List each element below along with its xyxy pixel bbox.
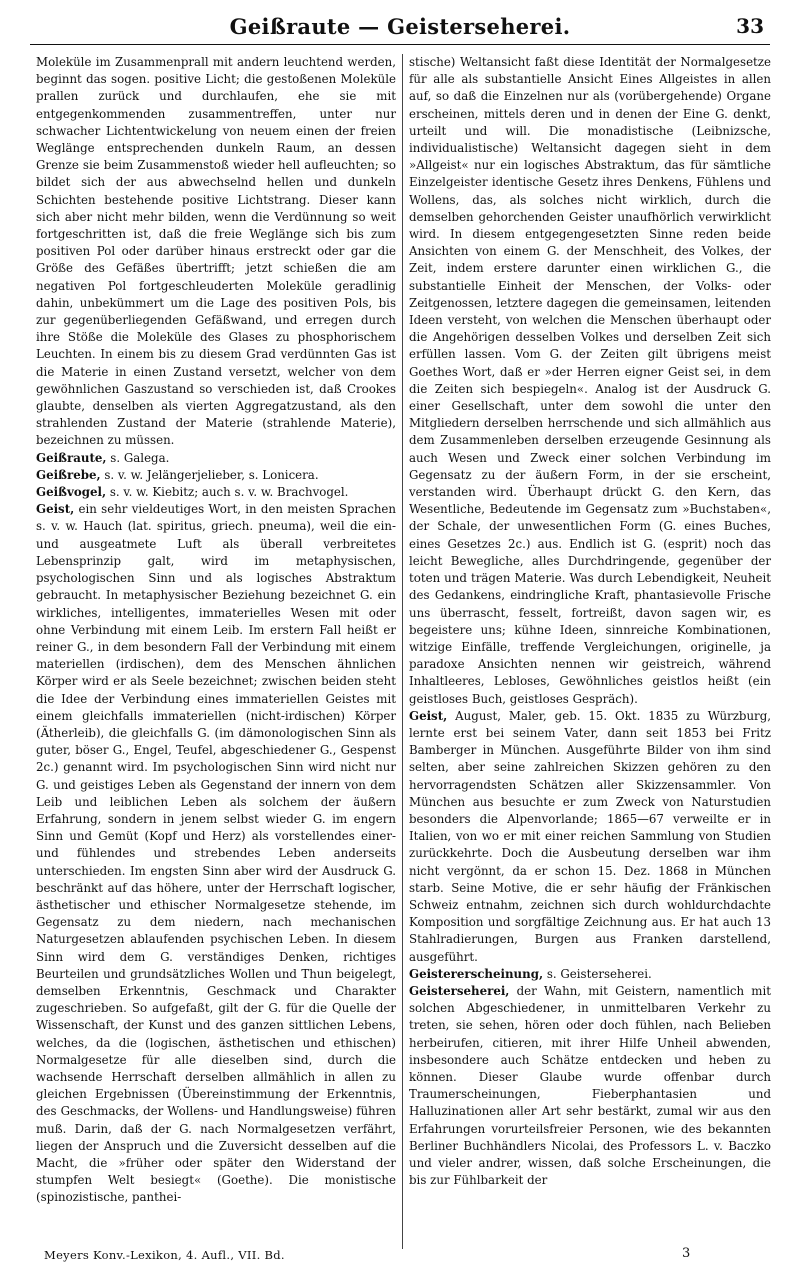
entry-geissrebe xyxy=(36,467,396,484)
right-column xyxy=(409,54,771,1189)
entry-headword: Geistererscheinung, xyxy=(409,966,544,981)
entry-headword: Geist, xyxy=(36,502,75,517)
left-column xyxy=(36,54,396,1207)
page-header xyxy=(30,6,770,44)
entry-geissraute xyxy=(36,450,396,467)
entry-text: s. Galega. xyxy=(106,450,170,465)
column-divider xyxy=(402,54,403,1249)
entry-headword: Geißrebe, xyxy=(36,467,101,482)
left-intro-paragraph: Moleküle im Zusammenprall mit andern leuchtend werden, beginnt das sogen. positive Licht; die gestoßenen Moleküle prallen zurück und durchlaufen, ehe sie mit entgegenkommenden zusammentreffen, unter nur schwacher Lichtentwickelung von neuem einen der freien Weglänge entsprechenden dunkeln Raum, an dessen Grenze sie beim Zusammenstoß wieder hell aufleuchten; so bildet sich der aus abwechselnd hellen und dunkeln Schichten bestehende positive Lichtstrang. Dieser kann sich aber nicht mehr bilden, wenn die Verdünnung so weit fortgeschritten ist, daß die freie Weglänge sich bis zum positiven Pol oder darüber hinaus erstreckt oder gar die Größe des Gefäßes übertrifft; jetzt schießen die am negativen Pol fortgeschleuderten Moleküle geradlinig dahin, unbekümmert um die Lage des positiven Pols, bis zur gegenüberliegenden Gefäßwand, und erregen durch ihre Stöße die Moleküle des Glases zu phosphorischem Leuchten. In einem bis zu diesem Grad verdünnten Gas ist die Materie in einen Zustand versetzt, welcher von dem gewöhnlichen Gaszustand so verschieden ist, daß Crookes glaubte, denselben als vierten Aggregatzustand, als den strahlenden Zustand der Materie (strahlende Materie), bezeichnen zu müssen. xyxy=(36,55,396,448)
entry-text: s. v. w. Kiebitz; auch s. v. w. Brachvogel. xyxy=(106,485,349,500)
entry-text: August, Maler, geb. 15. Okt. 1835 zu Würzburg, lernte erst bei seinem Vater, dann seit 1853 bei Fritz Bamberger in München. Ausgeführte Bilder von ihm sind selten, aber seine zahlreichen Skizzen gehören zu den hervorragendsten Schätzen aller Skizzensammler. Von München aus besuchte er zum Zweck von Naturstudien besonders die Alpenvorlande; 1865—67 verweilte er in Italien, von wo er mit einer reichen Sammlung von Studien zurückkehrte. Doch die Ausbeutung derselben war ihm nicht vergönnt, da er schon 15. Dez. 1868 in München starb. Seine Motive, die er sehr häufig der Fränkischen Schweiz entnahm, zeichnen sich durch wohldurchdachte Komposition und sorgfältige Zeichnung aus. Er hat auch 13 Stahlradierungen, Burgen aus Franken darstellend, ausgeführt. xyxy=(409,708,771,964)
entry-headword: Geißraute, xyxy=(36,450,107,465)
right-intro-paragraph: stische) Weltansicht faßt diese Identität der Normalgesetze für alle als substantielle Ansicht Eines Allgeistes in allen auf, so daß die Einzelnen nur als (vorübergehende) Organe erscheinen, mittels deren und in denen der Eine G. denkt, urteilt und will. Die monadistische (Leibnizsche, individualistische) Weltansicht dagegen sieht in dem »Allgeist« nur ein logisches Abstraktum, das für sämtliche Einzelgeister identische Gesetz ihres Denkens, Fühlens und Wollens, das, als solches nicht wirklich, durch die demselben gehorchenden Geister unaufhörlich verwirklicht wird. In diesem entgegengesetzten Sinne reden beide Ansichten von einem G. der Menschheit, des Volkes, der Zeit, indem erstere darunter einen wirklichen G., die substantielle Einheit der Menschen, der Volks- oder Zeitgenossen, letztere dagegen die gemeinsamen, leitenden Ideen versteht, von welchen die Menschen überhaupt oder die Angehörigen desselben Volkes und derselben Zeit sich erfüllen lassen. Vom G. der Zeiten gilt übrigens meist Goethes Wort, daß er »der Herren eigner Geist sei, in dem die Zeiten sich bespiegeln«. Analog ist der Ausdruck G. einer Gesellschaft, unter dem sowohl die unter den Mitgliedern derselben herrschende und sich allmählich aus dem Zusammenleben derselben erzeugende Gesinnung als auch Wesen und Zweck einer solchen Verbindung im Gegensatz zu der äußern Form, in der sie erscheint, verstanden wird. Überhaupt drückt G. den Kern, das Wesentliche, Bedeutende im Gegensatz zum »Buchstaben«, der Schale, der unwesentlichen Form (G. eines Buches, eines Gesetzes 2c.) aus. Endlich ist G. (esprit) noch das leicht Bewegliche, alles Durchdringende, gegenüber der toten und trägen Materie. Was durch Lebendigkeit, Neuheit des Gedankens, eindringliche Kraft, phantasievolle Frische uns überrascht, fesselt, fortreißt, davon sagen wir, es begeistere uns; kühne Ideen, sinnreiche Kombinationen, witzige Einfälle, treffende Vergleichungen, originelle, ja paradoxe Ansichten nennen wir geistreich, während Inhaltleeres, Lebloses, Gewöhnliches geistlos heißt (ein geistloses Buch, geistloses Gespräch). xyxy=(409,55,771,706)
entry-text: s. Geisterseherei. xyxy=(543,966,652,981)
entry-geissvogel xyxy=(36,484,396,501)
entry-headword: Geisterseherei, xyxy=(409,983,510,998)
entry-text: s. v. w. Jelängerjelieber, s. Lonicera. xyxy=(100,467,319,482)
footer-signature: 3 xyxy=(682,1246,691,1261)
page-number: 33 xyxy=(736,14,764,38)
entry-headword: Geißvogel, xyxy=(36,485,107,500)
footer-source: Meyers Konv.-Lexikon, 4. Aufl., VII. Bd. xyxy=(44,1248,285,1262)
entry-text: der Wahn, mit Geistern, namentlich mit solchen Abgeschiedener, in unmittelbaren Verkehr zu treten, sie sehen, hören oder doch fühlen, nach Belieben herbeirufen, citieren, mit ihrer Hilfe Unheil abwenden, insbesondere auch Schätze entdecken und heben zu können. Dieser Glaube wurde offenbar durch Traumerscheinungen, Fieberphantasien und Halluzinationen aller Art sehr bestärkt, zumal wir aus den Erfahrungen vorurteilsfreier Personen, wie des bekannten Berliner Buchhändlers Nicolai, des Professors L. v. Baczko und vieler andrer, wissen, daß solche Erscheinungen, die bis zur Fühlbarkeit der xyxy=(409,983,771,1188)
entry-headword: Geist, xyxy=(409,708,448,723)
entry-geistererscheinung xyxy=(409,966,771,983)
entry-geisterseherei xyxy=(409,983,771,1189)
entry-text: ein sehr vieldeutiges Wort, in den meisten Sprachen s. v. w. Hauch (lat. spiritus, griech. pneuma), weil die ein- und ausgeatmete Luft als überall verbreitetes Lebensprinzip galt, wird im metaphysischen, psychologischen Sinn und als logisches Abstraktum gebraucht. In metaphysischer Beziehung bezeichnet G. ein wirkliches, intelligentes, immaterielles Wesen mit oder ohne Verbindung mit einem Leib. Im erstern Fall heißt er reiner G., in dem besondern Fall der Verbindung mit einem materiellen (irdischen), dem des Menschen ähnlichen Körper wird er als Seele bezeichnet; zwischen beiden steht die Idee der Verbindung eines immateriellen Geistes mit einem gleichfalls immateriellen (nicht-irdischen) Körper (Ätherleib), die gleichfalls G. (im dämonologischen Sinn als guter, böser G., Engel, Teufel, abgeschiedener G., Gespenst 2c.) genannt wird. Im psychologischen Sinn wird nicht nur G. und geistiges Leben als Gegenstand der innern von dem Leib und leiblichen Leben als solchem der äußern Erfahrung, sondern in jenem selbst wieder G. im engern Sinn und Gemüt (Kopf und Herz) als vorstellendes einer- und fühlendes und strebendes Leben anderseits unterschieden. Im engsten Sinn aber wird der Ausdruck G. beschränkt auf das höhere, unter der Herrschaft logischer, ästhetischer und ethischer Normalgesetze stehende, im Gegensatz zu dem niedern, nach mechanischen Naturgesetzen ablaufenden psychischen Leben. In diesem Sinn wird dem G. verständiges Denken, richtiges Beurteilen und grundsätzliches Wollen und Thun beigelegt, demselben Erkenntnis, Geschmack und Charakter zugeschrieben. So aufgefaßt, gilt der G. für die Quelle der Wissenschaft, der Kunst und des ganzen sittlichen Lebens, welches, da die (logischen, ästhetischen und ethischen) Normalgesetze für alle dieselben sind, durch die wachsende Herrschaft derselben allmählich in allen zu gleichen Ergebnissen (Übereinstimmung der Erkenntnis, des Geschmacks, der Wollens- und Handlungsweise) führen muß. Darin, daß der G. nach Normalgesetzen verfährt, liegen der Anspruch und die Zuversicht desselben auf die Macht, die »früher oder später den Widerstand der stumpfen Welt besiegt« (Goethe). Die monistische (spinozistische, panthei- xyxy=(36,502,396,1205)
page-title: Geißraute — Geisterseherei. xyxy=(229,14,571,39)
header-rule xyxy=(30,44,770,45)
entry-geist-august xyxy=(409,708,771,966)
entry-geist xyxy=(36,501,396,1206)
